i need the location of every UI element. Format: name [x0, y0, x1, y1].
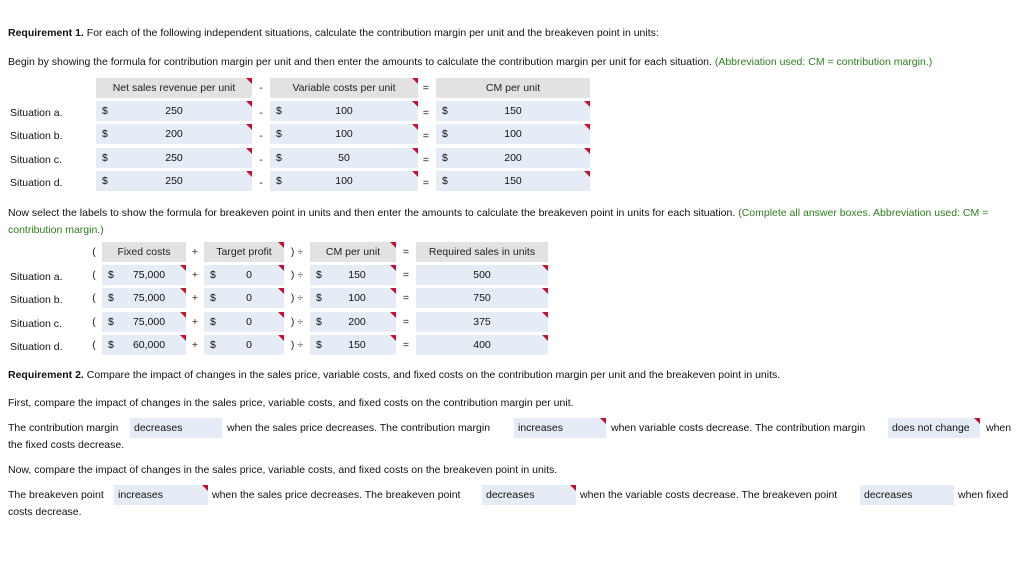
revenue-value: 200	[165, 128, 183, 140]
fixed-costs-value: 60,000	[132, 339, 166, 351]
currency-symbol: $	[108, 269, 114, 281]
be-sentence-part-3: when the variable costs decrease. The breakeven point	[580, 489, 838, 501]
fixed-costs-input[interactable]	[102, 335, 186, 355]
minus-operator: -	[259, 82, 263, 94]
header-net-sales-revenue[interactable]: Net sales revenue per unit	[96, 78, 252, 98]
breakeven-compare-instruction: Now, compare the impact of changes in the sales price, variable costs, and fixed costs on the breakeven point in units.	[8, 464, 558, 476]
breakeven-instruction: Now select the labels to show the formula for breakeven point in units and then enter the amounts to calculate the breakeven point in units for each situation. (Complete all answer boxes. Abbreviation used: CM = contribution margin.)	[8, 207, 989, 236]
row-label: Situation c.	[10, 318, 62, 330]
cm-per-unit-value: 200	[504, 152, 522, 164]
variable-cost-value: 100	[335, 128, 353, 140]
close-divide-operator: ) ÷	[290, 339, 304, 351]
be-sales-price-dropdown[interactable]: increases	[114, 485, 208, 505]
unanswered-flag-icon	[390, 265, 396, 271]
fixed-costs-input[interactable]	[102, 288, 186, 308]
row-label: Situation d.	[10, 177, 63, 189]
target-profit-value: 0	[246, 269, 252, 281]
required-sales-value: 375	[473, 316, 491, 328]
currency-symbol: $	[442, 152, 448, 164]
cm-sentence-part-1: The contribution margin	[8, 422, 119, 434]
cm-fixed-costs-dropdown[interactable]: does not change	[888, 418, 980, 438]
required-sales-value: 750	[473, 292, 491, 304]
equals-operator: =	[422, 154, 430, 166]
target-profit-input[interactable]	[204, 288, 284, 308]
fixed-costs-input[interactable]	[102, 265, 186, 285]
unanswered-flag-icon	[180, 288, 186, 294]
open-paren: (	[92, 292, 96, 304]
row-label: Situation a.	[10, 271, 63, 283]
cm-per-unit-value: 100	[504, 128, 522, 140]
equals-operator: =	[402, 269, 410, 281]
unanswered-flag-icon	[974, 418, 980, 424]
currency-symbol: $	[442, 175, 448, 187]
unanswered-flag-icon	[202, 485, 208, 491]
currency-symbol: $	[316, 316, 322, 328]
minus-operator: -	[259, 154, 263, 166]
cm-per-unit-input[interactable]	[310, 288, 396, 308]
cm-per-unit-input[interactable]	[436, 101, 590, 121]
requirement-2-heading: Requirement 2. Compare the impact of changes in the sales price, variable costs, and fixed costs on the contribution margin per unit and the breakeven point in units.	[8, 369, 781, 381]
unanswered-flag-icon	[600, 418, 606, 424]
equals-operator: =	[402, 339, 410, 351]
cm-per-unit-value: 150	[504, 175, 522, 187]
variable-cost-input[interactable]	[270, 124, 418, 144]
currency-symbol: $	[102, 128, 108, 140]
row-label: Situation a.	[10, 107, 63, 119]
equals-operator: =	[422, 177, 430, 189]
required-sales-input[interactable]	[416, 335, 548, 355]
currency-symbol: $	[210, 292, 216, 304]
cm-per-unit-value: 150	[348, 269, 366, 281]
equals-operator: =	[422, 107, 430, 119]
unanswered-flag-icon	[278, 312, 284, 318]
currency-symbol: $	[442, 105, 448, 117]
cm-sentence-part-3: when variable costs decrease. The contribution margin	[611, 422, 866, 434]
header-variable-costs[interactable]: Variable costs per unit	[270, 78, 418, 98]
be-sentence-part-1: The breakeven point	[8, 489, 104, 501]
minus-operator: -	[259, 107, 263, 119]
cm-variable-costs-dropdown[interactable]: increases	[514, 418, 606, 438]
unanswered-flag-icon	[278, 265, 284, 271]
required-sales-value: 500	[473, 269, 491, 281]
unanswered-flag-icon	[180, 265, 186, 271]
cm-per-unit-input[interactable]	[436, 148, 590, 168]
target-profit-value: 0	[246, 292, 252, 304]
equals-operator: =	[402, 246, 410, 258]
currency-symbol: $	[276, 128, 282, 140]
cm-per-unit-value: 150	[504, 105, 522, 117]
close-divide-operator: ) ÷	[290, 316, 304, 328]
equals-operator: =	[402, 292, 410, 304]
unanswered-flag-icon	[542, 335, 548, 341]
currency-symbol: $	[102, 175, 108, 187]
row-label: Situation b.	[10, 130, 63, 142]
plus-operator: +	[191, 339, 199, 351]
cm-sentence-part-2: when the sales price decreases. The contribution margin	[227, 422, 491, 434]
cm-sentence-part-5: the fixed costs decrease.	[8, 439, 125, 451]
unanswered-flag-icon	[390, 242, 396, 248]
equals-operator: =	[422, 130, 430, 142]
currency-symbol: $	[276, 152, 282, 164]
target-profit-value: 0	[246, 339, 252, 351]
currency-symbol: $	[102, 105, 108, 117]
revenue-input[interactable]	[96, 148, 252, 168]
target-profit-input[interactable]	[204, 335, 284, 355]
be-sentence-part-5: costs decrease.	[8, 506, 82, 518]
unanswered-flag-icon	[542, 265, 548, 271]
be-sentence-part-4: when fixed	[958, 489, 1009, 501]
unanswered-flag-icon	[246, 171, 252, 177]
unanswered-flag-icon	[390, 335, 396, 341]
unanswered-flag-icon	[278, 242, 284, 248]
revenue-value: 250	[165, 152, 183, 164]
cm-per-unit-value: 150	[348, 339, 366, 351]
requirement-1-heading: Requirement 1. For each of the following independent situations, calculate the contribution margin per unit and the breakeven point in units:	[8, 27, 659, 39]
header-fixed-costs[interactable]: Fixed costs	[102, 242, 186, 262]
required-sales-value: 400	[473, 339, 491, 351]
be-sentence-part-2: when the sales price decreases. The breakeven point	[212, 489, 461, 501]
unanswered-flag-icon	[584, 124, 590, 130]
cm-per-unit-value: 100	[348, 292, 366, 304]
currency-symbol: $	[108, 292, 114, 304]
revenue-value: 250	[165, 175, 183, 187]
header-required-sales[interactable]: Required sales in units	[416, 242, 548, 262]
currency-symbol: $	[108, 339, 114, 351]
target-profit-input[interactable]	[204, 265, 284, 285]
cm-per-unit-value: 200	[348, 316, 366, 328]
target-profit-value: 0	[246, 316, 252, 328]
variable-cost-input[interactable]	[270, 101, 418, 121]
revenue-input[interactable]	[96, 101, 252, 121]
plus-operator: +	[191, 269, 199, 281]
currency-symbol: $	[276, 175, 282, 187]
unanswered-flag-icon	[246, 101, 252, 107]
unanswered-flag-icon	[278, 288, 284, 294]
open-paren: (	[92, 269, 96, 281]
revenue-value: 250	[165, 105, 183, 117]
fixed-costs-value: 75,000	[132, 292, 166, 304]
unanswered-flag-icon	[278, 335, 284, 341]
unanswered-flag-icon	[542, 288, 548, 294]
currency-symbol: $	[210, 269, 216, 281]
unanswered-flag-icon	[180, 312, 186, 318]
currency-symbol: $	[316, 269, 322, 281]
cm-per-unit-input[interactable]	[310, 265, 396, 285]
minus-operator: -	[259, 177, 263, 189]
unanswered-flag-icon	[390, 312, 396, 318]
close-divide-operator: ) ÷	[290, 292, 304, 304]
currency-symbol: $	[316, 292, 322, 304]
cm-per-unit-input[interactable]	[310, 335, 396, 355]
currency-symbol: $	[210, 339, 216, 351]
equals-operator: =	[402, 316, 410, 328]
fixed-costs-input[interactable]	[102, 312, 186, 332]
be-variable-costs-dropdown[interactable]: decreases	[482, 485, 576, 505]
unanswered-flag-icon	[246, 148, 252, 154]
currency-symbol: $	[210, 316, 216, 328]
cm-per-unit-input[interactable]	[436, 124, 590, 144]
currency-symbol: $	[442, 128, 448, 140]
cm-per-unit-input[interactable]	[310, 312, 396, 332]
unanswered-flag-icon	[390, 288, 396, 294]
plus-operator: +	[191, 246, 199, 258]
header-target-profit[interactable]: Target profit	[204, 242, 284, 262]
open-paren: (	[92, 246, 96, 258]
currency-symbol: $	[316, 339, 322, 351]
plus-operator: +	[191, 292, 199, 304]
required-sales-input[interactable]	[416, 288, 548, 308]
variable-cost-value: 100	[335, 175, 353, 187]
unanswered-flag-icon	[584, 171, 590, 177]
currency-symbol: $	[102, 152, 108, 164]
open-paren: (	[92, 316, 96, 328]
row-label: Situation c.	[10, 154, 62, 166]
unanswered-flag-icon	[570, 485, 576, 491]
variable-cost-input[interactable]	[270, 148, 418, 168]
cm-sentence-part-4: when	[986, 422, 1012, 434]
variable-cost-input[interactable]	[270, 171, 418, 191]
cm-sales-price-dropdown[interactable]: decreases	[130, 418, 222, 438]
variable-cost-value: 50	[338, 152, 350, 164]
revenue-input[interactable]	[96, 124, 252, 144]
required-sales-input[interactable]	[416, 265, 548, 285]
unanswered-flag-icon	[180, 335, 186, 341]
cm-compare-instruction: First, compare the impact of changes in the sales price, variable costs, and fixed costs on the contribution margin per unit.	[8, 397, 574, 409]
currency-symbol: $	[276, 105, 282, 117]
fixed-costs-value: 75,000	[132, 316, 166, 328]
close-divide-operator: ) ÷	[290, 269, 304, 281]
unanswered-flag-icon	[246, 78, 252, 84]
required-sales-input[interactable]	[416, 312, 548, 332]
equals-operator: =	[422, 82, 430, 94]
plus-operator: +	[191, 316, 199, 328]
header-cm-per-unit-2[interactable]: CM per unit	[310, 242, 396, 262]
row-label: Situation b.	[10, 294, 63, 306]
unanswered-flag-icon	[584, 148, 590, 154]
row-label: Situation d.	[10, 341, 63, 353]
cm-instruction: Begin by showing the formula for contribution margin per unit and then enter the amounts to calculate the contribution margin per unit for each situation. (Abbreviation used: CM = contribution margin.)	[8, 56, 933, 68]
unanswered-flag-icon	[584, 101, 590, 107]
open-paren: (	[92, 339, 96, 351]
close-divide-operator: ) ÷	[290, 246, 304, 258]
header-cm-per-unit[interactable]: CM per unit	[436, 78, 590, 98]
cm-per-unit-input[interactable]	[436, 171, 590, 191]
unanswered-flag-icon	[542, 312, 548, 318]
currency-symbol: $	[108, 316, 114, 328]
minus-operator: -	[259, 130, 263, 142]
target-profit-input[interactable]	[204, 312, 284, 332]
variable-cost-value: 100	[335, 105, 353, 117]
unanswered-flag-icon	[246, 124, 252, 130]
be-fixed-costs-dropdown[interactable]: decreases	[860, 485, 954, 505]
fixed-costs-value: 75,000	[132, 269, 166, 281]
revenue-input[interactable]	[96, 171, 252, 191]
